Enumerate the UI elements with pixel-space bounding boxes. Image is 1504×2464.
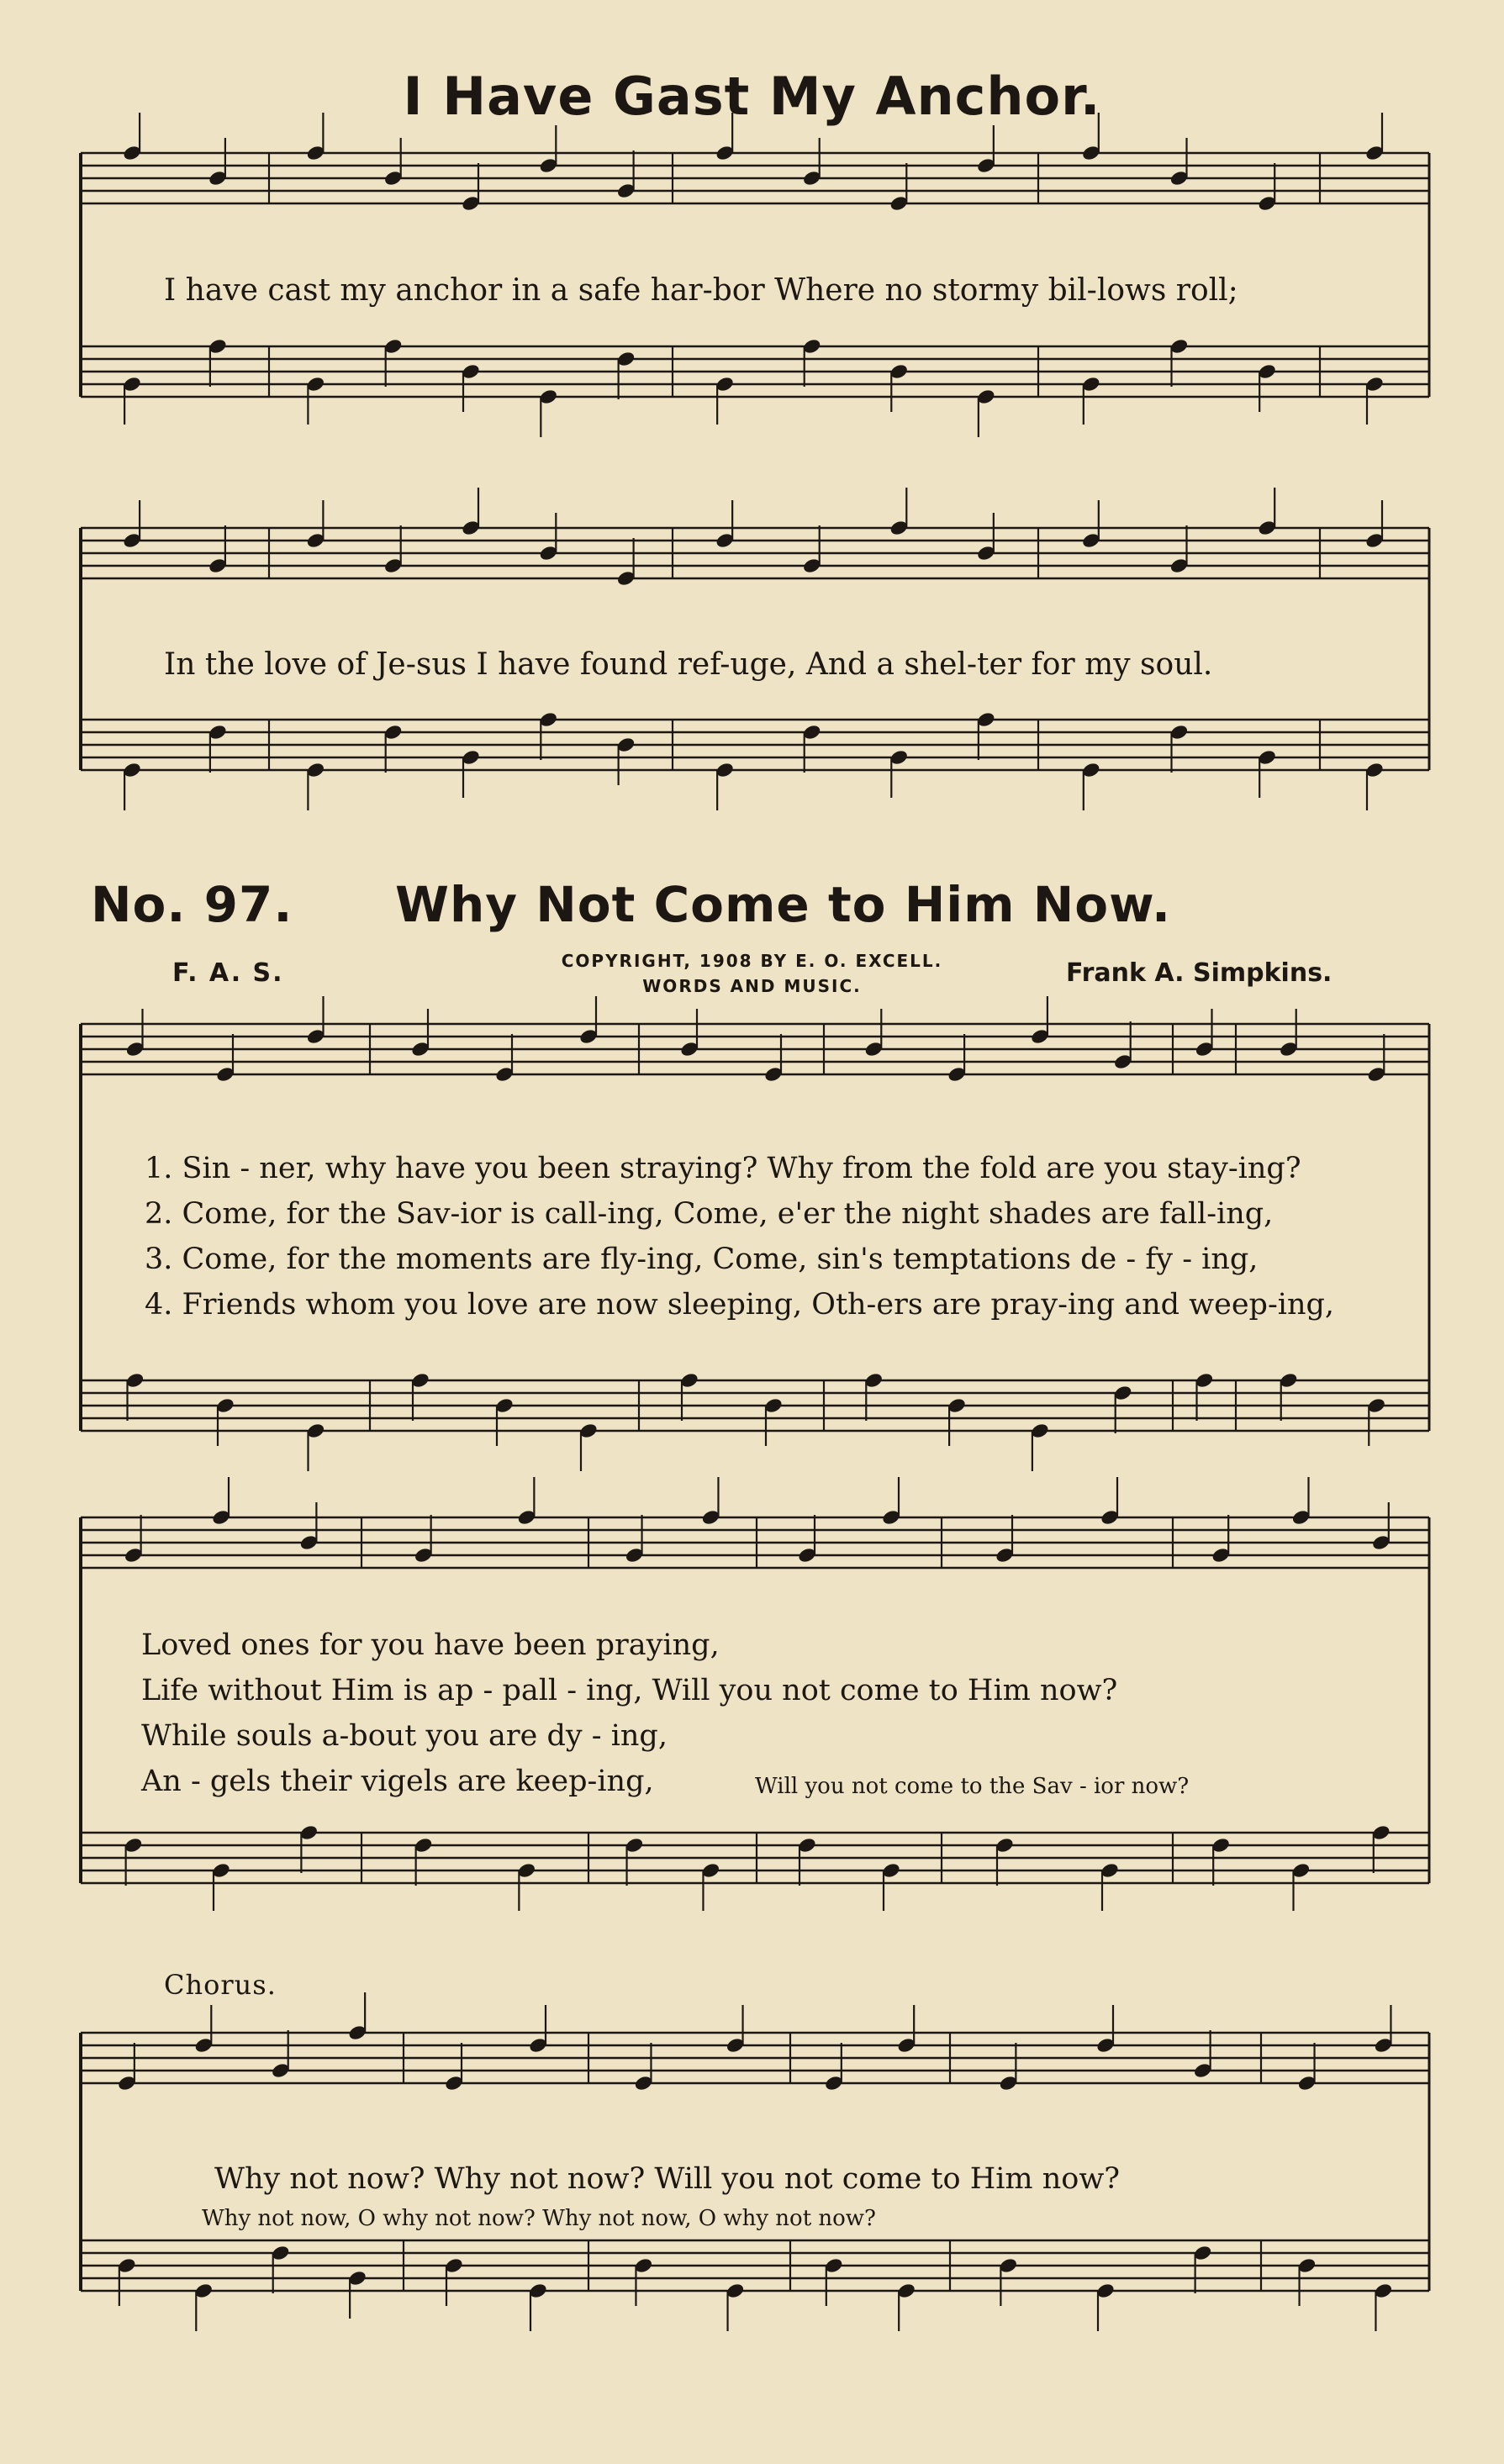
- hymn-number: No. 97.: [91, 876, 293, 933]
- continuation-3: While souls a-bout you are dy - ing,: [141, 1719, 668, 1753]
- continuation-4: An - gels their vigels are keep-ing,: [141, 1765, 654, 1798]
- continuation-2: Life without Him is ap - pall - ing, Will you not come to Him now?: [141, 1674, 1118, 1707]
- refrain-small-text: Will you not come to the Sav - ior now?: [755, 1774, 1190, 1799]
- hymn1-lyric-line-2: In the love of Je-sus I have found ref-uge, And a shel-ter for my soul.: [164, 647, 1213, 682]
- hymn1-lyric-line-1: I have cast my anchor in a safe har-bor Where no stormy bil-lows roll;: [164, 273, 1238, 308]
- composer-name: Frank A. Simpkins.: [1066, 958, 1332, 988]
- verse-1: 1. Sin - ner, why have you been straying? Why from the fold are you stay-ing?: [145, 1152, 1301, 1185]
- copyright-line-1: COPYRIGHT, 1908 BY E. O. EXCELL.: [561, 951, 943, 971]
- chorus-label: Chorus.: [164, 1969, 277, 2001]
- verse-2: 2. Come, for the Sav-ior is call-ing, Come, e'er the night shades are fall-ing,: [145, 1197, 1274, 1231]
- chorus-small-lyric: Why not now, O why not now? Why not now, O why not now?: [202, 2206, 877, 2231]
- continuation-1: Loved ones for you have been praying,: [141, 1628, 720, 1662]
- verse-4: 4. Friends whom you love are now sleeping, Oth-ers are pray-ing and weep-ing,: [145, 1288, 1335, 1322]
- hymn2-title: Why Not Come to Him Now.: [395, 876, 1172, 933]
- hymn1-title: I Have Gast My Anchor.: [403, 66, 1101, 127]
- verse-3: 3. Come, for the moments are fly-ing, Come, sin's temptations de - fy - ing,: [145, 1243, 1259, 1276]
- author-initials: F. A. S.: [172, 958, 284, 988]
- chorus-lyric: Why not now? Why not now? Will you not come to Him now?: [214, 2162, 1121, 2196]
- copyright-line-2: WORDS AND MUSIC.: [642, 976, 862, 996]
